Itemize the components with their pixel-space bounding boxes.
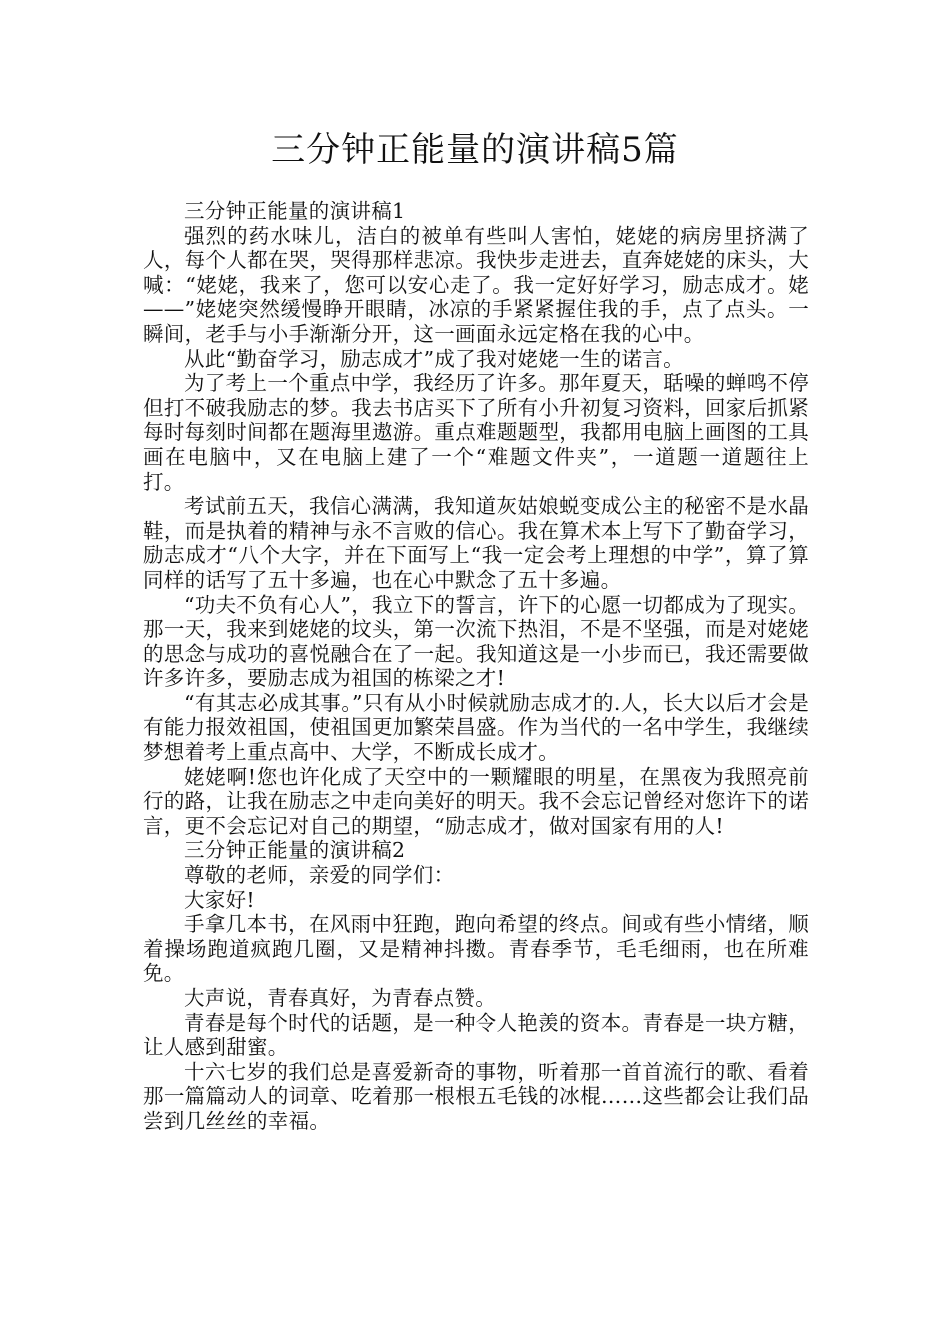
greeting: 大家好! xyxy=(184,887,255,912)
section-heading-1: 三分钟正能量的演讲稿1 xyxy=(184,199,406,223)
section-heading-2: 三分钟正能量的演讲稿2 xyxy=(184,838,406,863)
paragraph: 从此“勤奋学习，励志成才”成了我对姥姥一生的诺言。 xyxy=(184,346,684,371)
paragraph: 强烈的药水味儿，洁白的被单有些叫人害怕，姥姥的病房里挤满了人，每个人都在哭，哭得那样悲凉。我快步走进去，直奔姥姥的床头，大喊：“姥姥，我来了，您可以安心走了。我一定好好学习，励志成才。姥——”姥姥突然缓慢睁开眼睛，冰凉的手紧紧握住我的手，点了点头。一瞬间，老手与小手渐渐分开，这一画面永远定格在我的心中。 xyxy=(143,223,809,346)
paragraph: “有其志必成其事。”只有从小时候就励志成才的.人，长大以后才会是有能力报效祖国，使祖国更加繁荣昌盛。作为当代的一名中学生，我继续梦想着考上重点高中、大学，不断成长成才。 xyxy=(143,690,809,765)
paragraph: 手拿几本书，在风雨中狂跑，跑向希望的终点。间或有些小情绪，顺着操场跑道疯跑几圈，又是精神抖擞。青春季节，毛毛细雨，也在所难免。 xyxy=(143,912,809,986)
paragraph: “功夫不负有心人”，我立下的誓言，许下的心愿一切都成为了现实。那一天，我来到姥姥的坟头，第一次流下热泪，不是不坚强，而是对姥姥的思念与成功的喜悦融合在了一起。我知道这是一小步而已，我还需要做许多许多，要励志成为祖国的栋梁之才! xyxy=(143,592,809,691)
salutation: 尊敬的老师，亲爱的同学们： xyxy=(184,863,455,888)
paragraph: 青春是每个时代的话题，是一种令人艳羡的资本。青春是一块方糖，让人感到甜蜜。 xyxy=(143,1010,809,1060)
paragraph: 考试前五天，我信心满满，我知道灰姑娘蜕变成公主的秘密不是水晶鞋，而是执着的精神与永不言败的信心。我在算术本上写下了勤奋学习，励志成才“八个大字，并在下面写上“我一定会考上理想的中学”，算了算同样的话写了五十多遍，也在心中默念了五十多遍。 xyxy=(143,494,809,592)
paragraph: 十六七岁的我们总是喜爱新奇的事物，听着那一首首流行的歌、看着那一篇篇动人的词章、吃着那一根根五毛钱的冰棍……这些都会让我们品尝到几丝丝的幸福。 xyxy=(143,1059,809,1133)
document-body xyxy=(143,199,809,1134)
paragraph: 大声说，青春真好，为青春点赞。 xyxy=(184,986,496,1010)
paragraph: 为了考上一个重点中学，我经历了许多。那年夏天，聒噪的蝉鸣不停但打不破我励志的梦。我去书店买下了所有小升初复习资料，回家后抓紧每时每刻时间都在题海里遨游。重点难题题型，我都用电脑上画图的工具画在电脑中，又在电脑上建了一个“难题文件夹”，一道题一道题往上打。 xyxy=(143,371,809,494)
paragraph: 姥姥啊!您也许化成了天空中的一颗耀眼的明星，在黑夜为我照亮前行的路，让我在励志之中走向美好的明天。我不会忘记曾经对您许下的诺言，更不会忘记对自己的期望，“励志成才，做对国家有用的人! xyxy=(143,764,809,838)
document-title: 三分钟正能量的演讲稿5篇 xyxy=(271,130,679,170)
